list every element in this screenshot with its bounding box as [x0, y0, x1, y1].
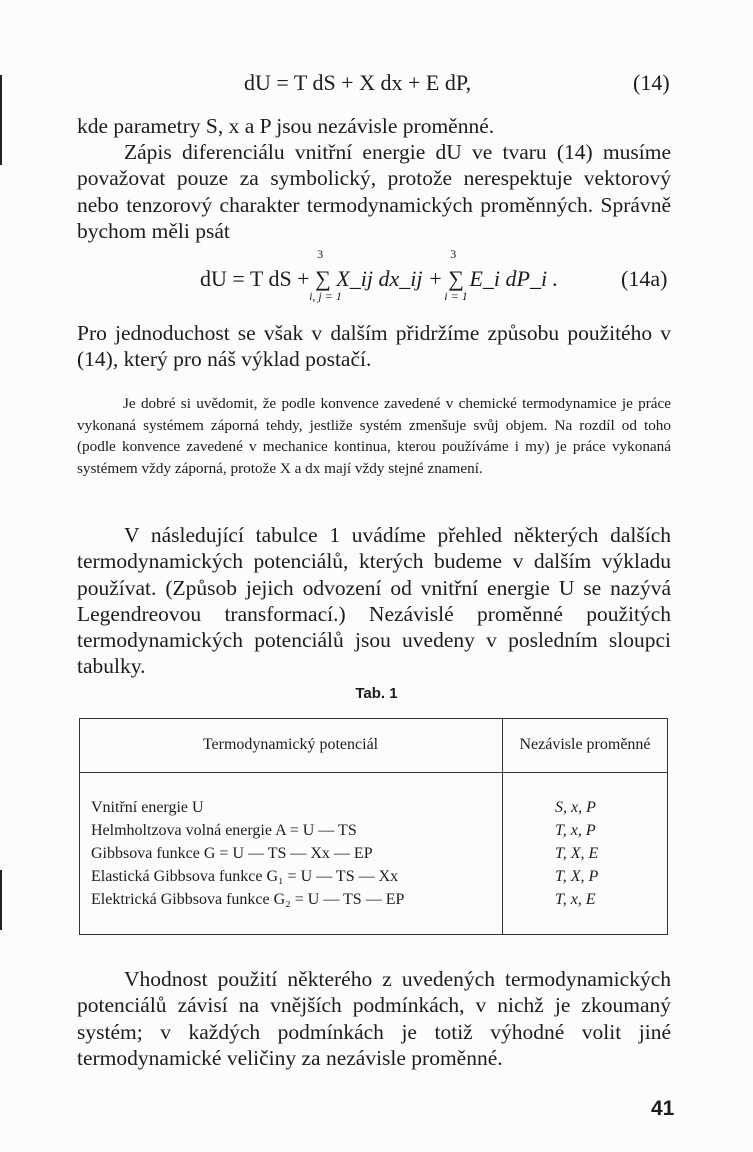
table-top-rule: [79, 718, 668, 719]
equation-14-number: (14): [633, 70, 670, 95]
table-header-rule: [79, 772, 668, 773]
summation-2-upper: 3: [450, 247, 457, 261]
equation-14a-number: (14a): [621, 266, 668, 291]
equation-14a-term1: X_ij dx_ij +: [336, 266, 443, 291]
table-row-name: Helmholtzova volná energie A = U — TS: [91, 822, 357, 839]
summation-2-lower: i = 1: [444, 289, 468, 303]
table-row-vars: T, x, E: [555, 891, 596, 908]
table-row-name: Vnitřní energie U: [91, 799, 204, 816]
equation-14a-term2: E_i dP_i .: [469, 266, 559, 291]
table-row-name: Gibbsova funkce G = U — TS — Xx — EP: [91, 845, 373, 862]
table-bottom-rule: [79, 934, 668, 935]
paragraph-differential: Zápis diferenciálu vnitřní energie dU ve tvaru (14) musíme považovat pouze za symbolický, protože nerespektuje vektorový nebo tenzorový charakter termodynamických proměnných. Správně bychom měli psát: [77, 140, 671, 243]
note-sign-convention: Je dobré si uvědomit, že podle konvence zavedené v chemické termodynamice je práce vykonaná systémem záporná tehdy, jestliže systém zmenšuje svůj objem. Na rozdíl od toho (podle konvence zavedené v mechanice kontinua, kterou používáme i my) je práce vykonaná systémem vždy záporná, protože X a dx mají vždy stejné znamení.: [77, 395, 671, 477]
page-edge-mark: [0, 75, 2, 165]
potentials-table: [79, 718, 668, 935]
table-row-vars: S, x, P: [555, 799, 596, 816]
equation-14: dU = T dS + X dx + E dP,: [244, 70, 472, 95]
table-caption: Tab. 1: [355, 685, 398, 702]
page-edge-mark: [0, 870, 2, 930]
table-row-vars: T, X, P: [555, 868, 599, 885]
table-row-name: Elastická Gibbsova funkce G₁ = U — TS — Xx: [91, 868, 399, 885]
equation-14a-lhs: dU = T dS +: [200, 266, 310, 291]
table-header-variables: Nezávisle proměnné: [519, 736, 651, 753]
table-row-vars: T, X, E: [555, 845, 599, 862]
summation-1-lower: i, j = 1: [309, 289, 342, 303]
paragraph-parameters: kde parametry S, x a P jsou nezávisle proměnné.: [77, 114, 495, 138]
table-row-name: Elektrická Gibbsova funkce G₂ = U — TS — EP: [91, 891, 405, 908]
table-header-potential: Termodynamický potenciál: [202, 736, 379, 753]
equation-14a: [200, 247, 559, 303]
table-row-vars: T, x, P: [555, 822, 596, 839]
page-number: 41: [651, 1097, 675, 1120]
summation-1-upper: 3: [317, 247, 324, 261]
paragraph-simplicity: Pro jednoduchost se však v dalším přidržíme způsobu použitého v (14), který pro náš výklad postačí.: [77, 321, 671, 372]
paragraph-applicability: Vhodnost použití některého z uvedených termodynamických potenciálů závisí na vnějších podmínkách, v nichž je zkoumaný systém; v každých podmínkách je totiž výhodné volit jiné termodynamické veličiny za nezávisle proměnné.: [77, 967, 671, 1070]
summation-1: ∑ 3 i, j = 1: [309, 247, 342, 303]
summation-2: ∑ 3 i = 1: [444, 247, 468, 303]
paragraph-table-intro: V následující tabulce 1 uvádíme přehled některých dalších termodynamických potenciálů, kterých budeme v dalším výkladu používat. (Způsob jejich odvození od vnitřní energie U se nazývá Legendreovou transformací.) Nezávislé proměnné použitých termodynamických potenciálů jsou uvedeny v posledním sloupci tabulky.: [77, 523, 671, 679]
